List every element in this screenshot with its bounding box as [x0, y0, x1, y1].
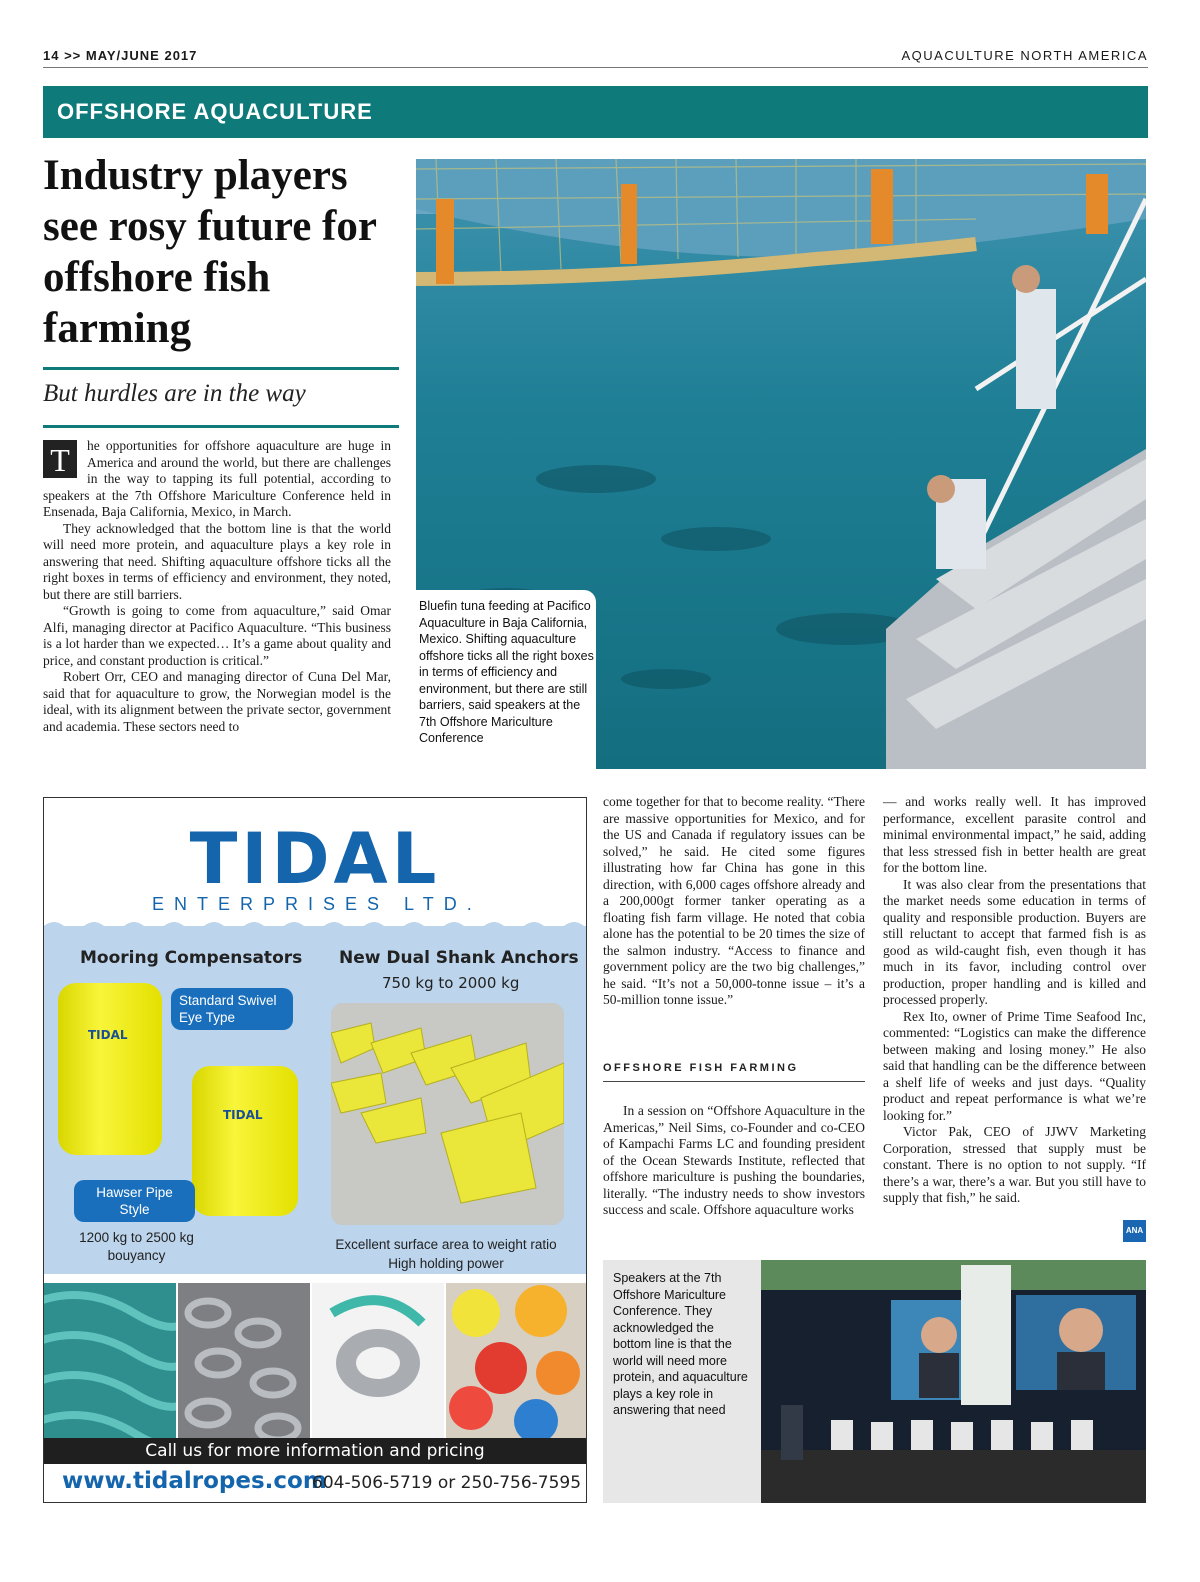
section-banner [43, 86, 1148, 138]
rope-photo [44, 1283, 176, 1438]
anchor-weight-range: 750 kg to 2000 kg [382, 974, 520, 992]
floats-illustration [446, 1283, 586, 1438]
page-folio: 14 >> MAY/JUNE 2017 [43, 48, 198, 63]
article-column-3 [883, 794, 1146, 1207]
buoy-logo: TIDAL [223, 1108, 263, 1122]
article-paragraph: It was also clear from the presentations that the market needs some education in terms of quality and responsible production. Buyers are still reluctant to accept that farmed fish is as good as wild-caught fish, even though it has much in its favor, including control over production, proper handling and is killed and processed properly. [883, 876, 1146, 1007]
section-banner-label: OFFSHORE AQUACULTURE [57, 99, 373, 124]
mooring-compensators-title: Mooring Compensators [80, 948, 303, 968]
article-paragraph: “Growth is going to come from aquaculture,” said Omar Alfi, managing director at Pacifico Aquaculture. “This business is a lot harder than we expected… It’s a game about quality and price, and constant production is critical.” [43, 603, 391, 668]
product-photo-strip [44, 1283, 586, 1438]
drop-cap: T [43, 440, 77, 478]
article-paragraph: Rex Ito, owner of Prime Time Seafood Inc, commented: “Logistics can make the difference between making and losing money.” He also said that handling can be the difference between a shelf life of weeks and just days. “Quality product and repeat performance is what we’re looking for.” [883, 1008, 1146, 1123]
call-to-action-bar: Call us for more information and pricing [44, 1438, 586, 1464]
headline-rule-top [43, 367, 399, 370]
photo-caption-tuna: Bluefin tuna feeding at Pacifico Aquaculture in Baja California, Mexico. Shifting aquaculture offshore ticks all the right boxes in terms of efficiency and environment, but there are still barriers, said speakers at the 7th Offshore Mariculture Conference [416, 590, 596, 769]
first-paragraph-text: he opportunities for offshore aquaculture are huge in America and around the world, but there are challenges in the way to tapping its full potential, according to speakers at the 7th Offshore Mariculture Conference held in Ensenada, Baja California, Mexico, in March. [43, 438, 391, 519]
article-headline: Industry players see rosy future for offshore fish farming [43, 152, 377, 352]
buoyancy-range: 1200 kg to 2500 kg bouyancy [79, 1230, 194, 1263]
article-paragraph: Victor Pak, CEO of JJWV Marketing Corporation, stressed that supply must be constant. There is no option to not supply. “If there’s a war, there’s a war. But you still have to supply that fish,” he said. [883, 1124, 1146, 1205]
article-paragraph [43, 438, 391, 521]
wave-border [44, 918, 585, 934]
article-paragraph: They acknowledged that the bottom line is that the world will need more protein, and aquaculture plays a key role in answering that need. Shifting aquaculture offshore ticks all the right boxes in terms of efficiency and environment, they noted, but there are still barriers. [43, 520, 391, 602]
end-of-article-badge: ANA [1123, 1220, 1146, 1242]
tidal-website-link[interactable]: www.tidalropes.com [62, 1468, 327, 1494]
dual-shank-anchors-title: New Dual Shank Anchors [339, 948, 579, 968]
article-paragraph: come together for that to become reality. “There are massive opportunities for Mexico, and for the US and Canada if regulatory issues can be solved,” he said. He cited some figures illustrating how far China has gone in this direction, with 6,000 cages offshore already and a 200,000gt former tanker operating as a floating fish farm village. He noted that cobia alone has the potential to be 20 times the size of the salmon industry. “Access to finance and government policy are the two big challenges,” he said. “It’s not a 50,000-tonne issue – it’s a 50-million tonne issue.” [603, 794, 865, 1007]
article-paragraph: Robert Orr, CEO and managing director of Cuna Del Mar, said that for aquaculture to grow, the Norwegian model is the ideal, with its alignment between the private sector, government and academia. These sectors need to [43, 669, 391, 734]
conference-illustration [761, 1260, 1146, 1503]
article-column-1 [43, 438, 391, 735]
thimble-photo [312, 1283, 444, 1438]
thimble-illustration [312, 1283, 444, 1438]
anchors-illustration [331, 1003, 564, 1225]
headline-rule-bottom [43, 425, 399, 428]
header-rule [43, 67, 1148, 68]
article-column-2 [603, 794, 865, 1009]
article-column-2-continued [603, 1103, 865, 1219]
tidal-logo: TIDAL [189, 818, 441, 900]
article-paragraph: — and works really well. It has improved performance, excellent parasite control and minimal environmental impact,” he said, adding that less stressed fish in better health are great for the bottom line. [883, 794, 1146, 875]
hawser-pipe-label: Hawser Pipe Style [74, 1180, 195, 1222]
tidal-phone-numbers: 604-506-5719 or 250-756-7595 [312, 1473, 582, 1493]
article-paragraph: In a session on “Offshore Aquaculture in the Americas,” Neil Sims, co-Founder and co-CEO of Kampachi Farms LC and founding president of the Ocean Stewards Institute, reflected that offshore mariculture is pushing the boundaries, literally. “The industry needs to show investors success and scale. Offshore aquaculture works [603, 1103, 865, 1217]
rope-illustration [44, 1283, 176, 1438]
photo-caption-speakers: Speakers at the 7th Offshore Mariculture Conference. They acknowledged the bottom line is that the world will need more protein, and aquaculture plays a key role in answering that need [613, 1271, 748, 1417]
chain-illustration [178, 1283, 310, 1438]
article-deck: But hurdles are in the way [43, 380, 306, 407]
chain-photo [178, 1283, 310, 1438]
standard-buoy-image [58, 983, 162, 1155]
publication-name: AQUACULTURE NORTH AMERICA [901, 48, 1148, 63]
buoy-logo: TIDAL [88, 1028, 128, 1042]
tidal-enterprises-wordmark: ENTERPRISES LTD. [152, 894, 482, 914]
conference-speakers-photo [761, 1260, 1146, 1503]
anchor-benefits: Excellent surface area to weight ratio High holding power [335, 1237, 557, 1271]
tidal-advertisement[interactable] [43, 797, 587, 1503]
subhead-rule [603, 1081, 865, 1082]
floats-photo [446, 1283, 586, 1438]
anchors-photo [331, 1003, 564, 1225]
article-subhead: OFFSHORE FISH FARMING [603, 1062, 799, 1074]
hawser-buoy-image [192, 1066, 298, 1216]
standard-swivel-label: Standard Swivel Eye Type [171, 988, 293, 1030]
